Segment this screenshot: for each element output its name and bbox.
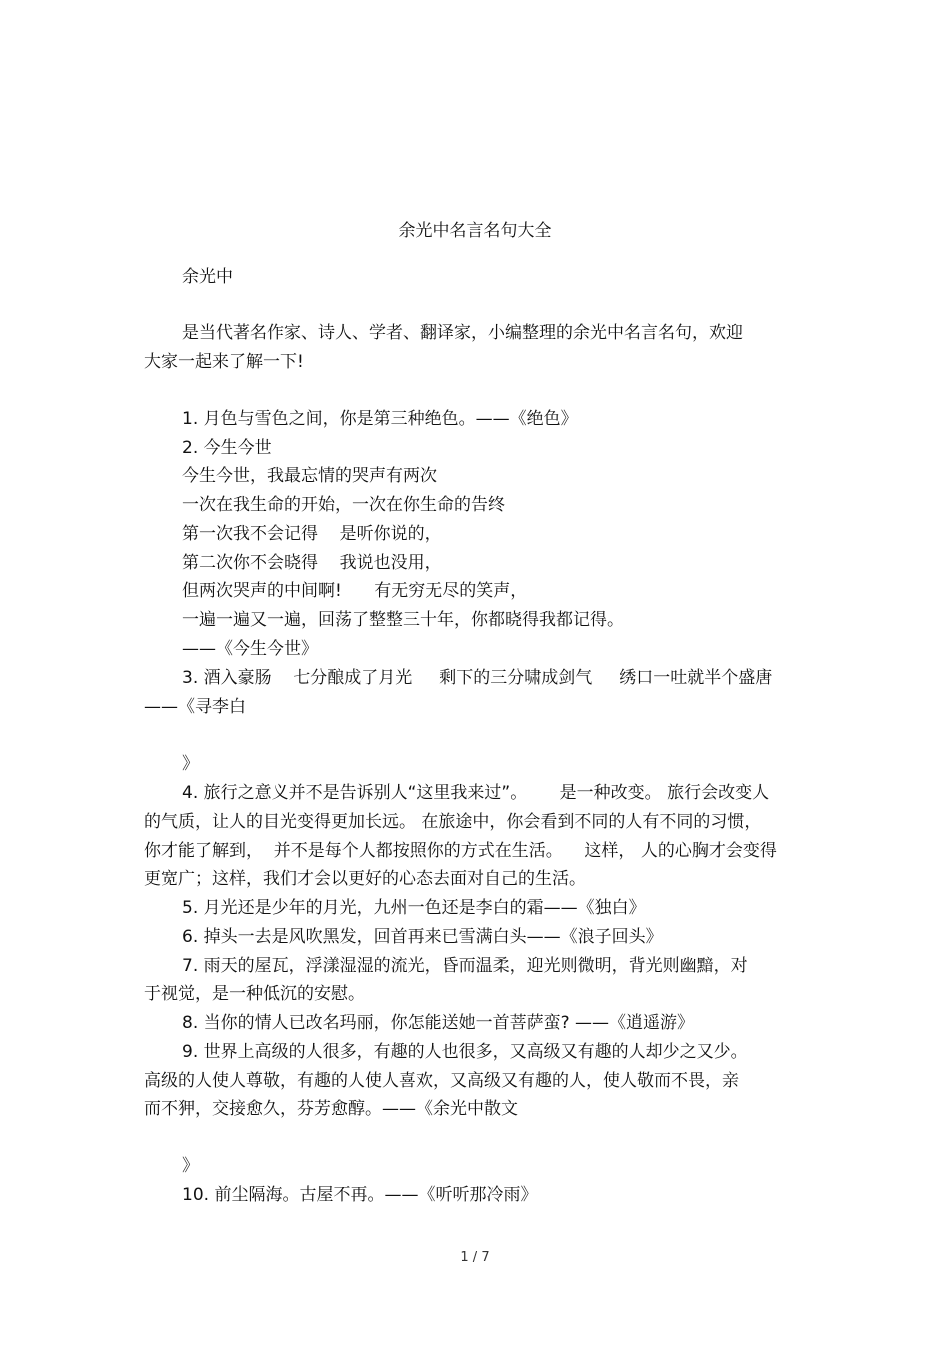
- page-number: 1 / 7: [460, 1250, 490, 1265]
- quote-line: ——《寻李白: [144, 697, 246, 717]
- quote-line: 但两次哭声的中间啊! 有无穷无尽的笑声，: [182, 581, 528, 601]
- document-title: 余光中名言名句大全: [398, 221, 552, 241]
- quote-line: 》: [182, 1156, 199, 1176]
- quote-line: 8. 当你的情人已改名玛丽，你怎能送她一首菩萨蛮? ——《逍遥游》: [182, 1013, 695, 1033]
- quote-line: 今生今世，我最忘情的哭声有两次: [182, 466, 437, 486]
- quote-line: 7. 雨天的屋瓦，浮漾湿湿的流光，昏而温柔，迎光则微明，背光则幽黯，对: [182, 956, 748, 976]
- quote-line: 第二次你不会晓得 我说也没用，: [182, 553, 442, 573]
- quote-line: 2. 今生今世: [182, 438, 272, 458]
- quote-line: 10. 前尘隔海。古屋不再。——《听听那冷雨》: [182, 1185, 538, 1205]
- quote-line: 一次在我生命的开始，一次在你生命的告终: [182, 495, 505, 515]
- quote-line: 高级的人使人尊敬，有趣的人使人喜欢，又高级又有趣的人，使人敬而不畏，亲: [144, 1071, 739, 1091]
- quote-line: 的气质，让人的目光变得更加长远。 在旅途中，你会看到不同的人有不同的习惯，: [144, 812, 762, 832]
- quote-line: 6. 掉头一去是风吹黑发，回首再来已雪满白头——《浪子回头》: [182, 927, 663, 947]
- quote-line: 》: [182, 754, 199, 774]
- quote-line: 你才能了解到， 并不是每个人都按照你的方式在生活。 这样， 人的心胸才会变得: [144, 841, 777, 861]
- quote-line: 而不狎，交接愈久，芬芳愈醇。——《余光中散文: [144, 1099, 518, 1119]
- quote-line: 9. 世界上高级的人很多，有趣的人也很多，又高级又有趣的人却少之又少。: [182, 1042, 748, 1062]
- quote-line: ——《今生今世》: [182, 639, 318, 659]
- quote-line: 4. 旅行之意义并不是告诉别人“这里我来过”。 是一种改变。 旅行会改变人: [182, 783, 770, 803]
- quote-line: 一遍一遍又一遍，回荡了整整三十年，你都晓得我都记得。: [182, 610, 624, 630]
- quote-line: 于视觉，是一种低沉的安慰。: [144, 984, 365, 1004]
- author-name: 余光中: [182, 267, 233, 287]
- intro-line: 是当代著名作家、诗人、学者、翻译家，小编整理的余光中名言名句，欢迎: [182, 323, 743, 343]
- quote-line: 1. 月色与雪色之间，你是第三种绝色。——《绝色》: [182, 409, 578, 429]
- quote-line: 5. 月光还是少年的月光，九州一色还是李白的霜——《独白》: [182, 898, 646, 918]
- quote-line: 3. 酒入豪肠 七分酿成了月光 剩下的三分啸成剑气 绣口一吐就半个盛唐: [182, 668, 773, 688]
- quote-line: 更宽广；这样，我们才会以更好的心态去面对自己的生活。: [144, 869, 586, 889]
- quote-line: 第一次我不会记得 是听你说的，: [182, 524, 442, 544]
- intro-line: 大家一起来了解一下!: [144, 352, 304, 372]
